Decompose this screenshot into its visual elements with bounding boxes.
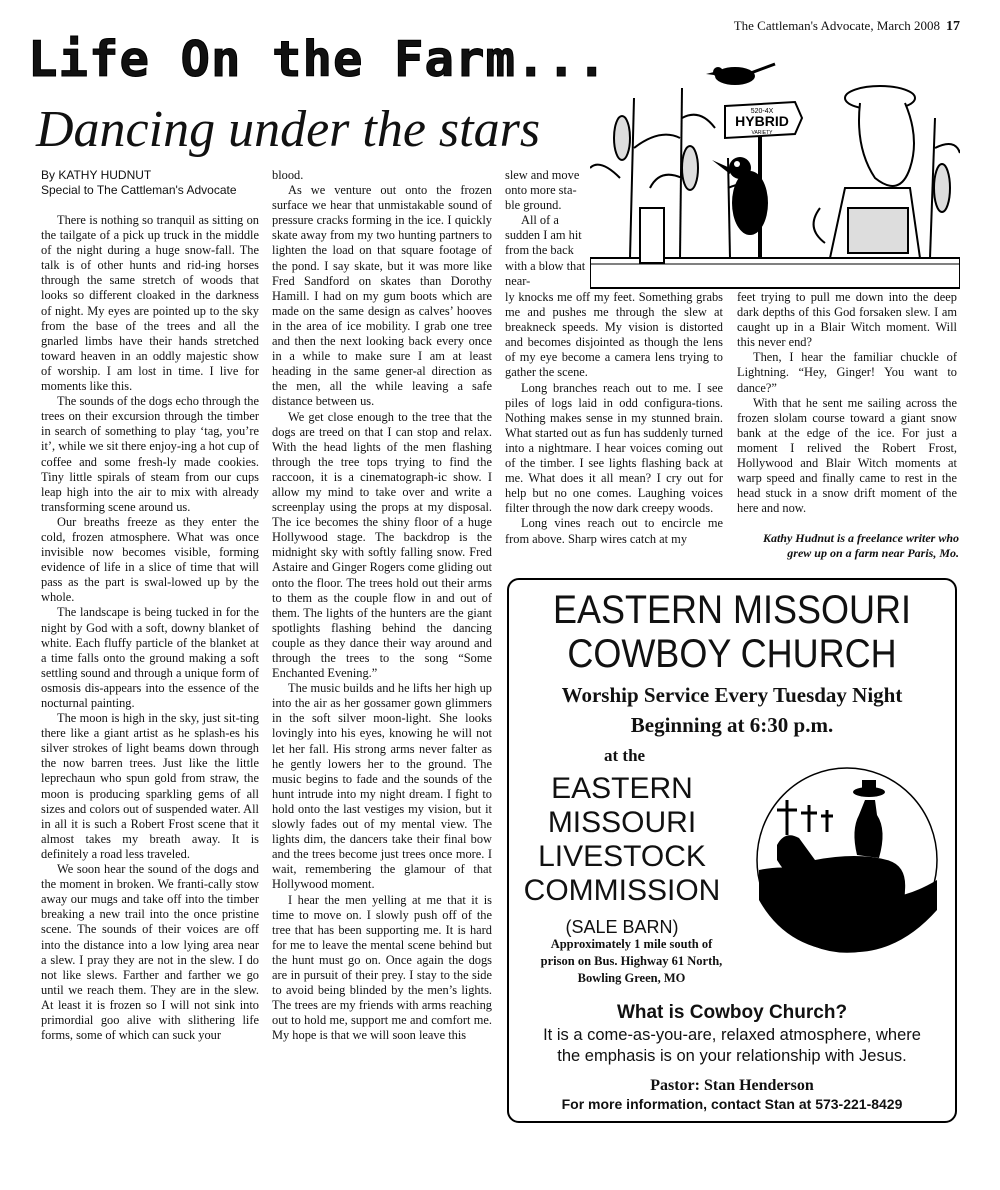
ad-question: What is Cowboy Church? <box>616 1002 848 1023</box>
ad-time: Beginning at 6:30 p.m. <box>630 713 834 737</box>
paragraph: Then, I hear the familiar chuckle of Lightning. “Hey, Ginger! You want to dance?” <box>737 350 957 395</box>
sign-sub: VARIETY <box>751 130 773 136</box>
ad-description-line: the emphasis is on your relationship with Jesus. <box>557 1047 907 1065</box>
ad-address <box>519 936 744 987</box>
ad-venue-line: COMMISSION <box>523 874 721 907</box>
ad-contact: For more information, contact Stan at 573-221-8429 <box>561 1096 903 1112</box>
paragraph: slew and move onto more sta-ble ground. <box>505 168 580 213</box>
article-column-4 <box>737 290 957 520</box>
paragraph: feet trying to pull me down into the deep dark depths of this God forsaken slew. I am caught up in a Blair Witch moment. Will this never end? <box>737 290 957 350</box>
ad-venue-line: LIVESTOCK <box>538 840 706 873</box>
byline-author: By KATHY HUDNUT <box>41 168 152 182</box>
paragraph: The music builds and he lifts her high up into the air as her gossamer gown glimmers in the soft silver moon-light. She looks lovingly into his eyes, knowing he will not let her fall. His strong arms never falter as he gently lowers her to the ground. The music begins to fade and the sounds of the hunt intrude into my night dream. I fight to hold onto the last vestiges my vision, but it slowly fades out of my mental view. The lights dim, the dancers take their final bow and the trees become just trees once more. I wait, remembering the glamour of that Hollywood moment. <box>272 681 492 892</box>
paragraph: ly knocks me off my feet. Something grabs me and pushes me through the slew at breakneck speeds. My vision is distorted and becomes disjointed as though the lens of my eye become a camera lens trying to gather the scene. <box>505 290 723 380</box>
sign-label: HYBRID <box>735 113 789 129</box>
ad-venue-line: MISSOURI <box>547 806 697 839</box>
column-title: Life On the Farm... <box>28 31 608 88</box>
ad-at: at the <box>604 746 646 765</box>
sign-code: 520-4X <box>750 108 774 115</box>
ad-venue-note: (SALE BARN) <box>565 917 679 937</box>
ad-title-line2: COWBOY CHURCH <box>567 632 897 676</box>
page-number: 17 <box>946 19 960 34</box>
paragraph: I hear the men yelling at me that it is time to move on. I slowly push off of the tree that has been supporting me. It is hard for me to leave the mental scene behind but the hunt must go on. Once again the dogs are in pursuit of their prey. I stay to the side to avoid being blinded by the men’s lights. The trees are my friends with arms reaching out to hold me, support me and comfort me. My hope is that we will soon leave this <box>272 892 492 1043</box>
paragraph: Long vines reach out to encircle me from above. Sharp wires catch at my <box>505 516 723 546</box>
publication-line: The Cattleman's Advocate, March 2008 <box>733 18 940 33</box>
ad-address-line: prison on Bus. Highway 61 North, <box>540 954 723 968</box>
byline-affiliation: Special to The Cattleman's Advocate <box>41 183 237 197</box>
article-column-3-top <box>505 168 589 298</box>
paragraph: Long branches reach out to me. I see piles of logs laid in odd configura-tions. Nothing makes sense in my stunned brain. What started out as fun has suddenly turned into a nightmare. I hear voices coming out of the timber. I see lights flashing back at me. What does it all mean? I cry out for help but no one comes. Laughing voices filter through the now dark creepy woods. <box>505 380 723 516</box>
paragraph: The landscape is being tucked in for the night by God with a soft, downy blanket of white. Each fluffy particle of the blanket at a time falls onto the ground making a soft settling sound and through a unique form of osmosis dis-appears into the essence of the nocturnal painting. <box>41 605 259 710</box>
paragraph: There is nothing so tranquil as sitting on the tailgate of a pick up truck in the middle of the night during a huge snow-fall. The talk is of other hunts and rid-ing horses through the same stretch of woods that looks so different cloaked in the darkness of night. My eyes are pointed up to the sky from the base of the trees and all the gnarled limbs have their hands stretched toward heaven in an oddly majestic show of worship. I am lost in time. I live for moments like this. <box>41 213 259 394</box>
crow-icon <box>706 64 775 85</box>
ad-description-line: It is a come-as-you-are, relaxed atmosphere, where <box>543 1026 921 1044</box>
paragraph: We soon hear the sound of the dogs and the moment in broken. We franti-cally stow away our mugs and take off into the timber breaking a new trail into the once pristine scene. The sounds of their voices are off into the distance into a low lying area near a slew. I pray they are not in the slew. I do not like slews. Farther and farther we go until we reach them. They are in the slew. At least it is frozen so I will not sink into primordial goo alive with slithering life forms, some of which can suck your <box>41 862 259 1043</box>
author-bio: Kathy Hudnut is a freelance writer who grew up on a farm near Paris, Mo. <box>762 531 959 560</box>
paragraph: We get close enough to the tree that the dogs are treed on that I can stop and relax. With the head lights of the men flashing through the tree tops trying to find the raccoon, it is a cinematograph-ic show. I allow my mind to take over and write a screenplay using the props at my disposal. The ice becomes the shiny floor of a huge Hollywood stage. The backdrop is the midnight sky with softly falling snow. Fred Astaire and Ginger Rogers come gliding out onto the floor. The trees hold out their arms to them as the couple flow in and out of them. The lights of the hunters are the giant spotlights flashing behind the dancing couple as they dance their way around and through the trees to the song “Some Enchanted Evening.” <box>272 409 492 681</box>
ad-venue-line: EASTERN <box>551 772 693 805</box>
page-header <box>715 18 960 35</box>
paragraph: With that he sent me sailing across the frozen slolam course toward a giant snow bank at the edge of the ice. For just a moment I relived the Robert Frost, Hollywood and Blair Witch moments at warp speed and finally came to rest in the head stuck in a snow drift moment of the here and now. <box>737 395 957 516</box>
article-column-3 <box>505 290 723 560</box>
hybrid-sign <box>725 102 802 258</box>
paragraph: All of a sudden I am hit from the back with a blow that near- <box>505 213 586 288</box>
ad-service: Worship Service Every Tuesday Night <box>561 683 903 707</box>
farm-cartoon-illustration <box>590 58 960 290</box>
fence-post <box>640 208 664 263</box>
paragraph: The moon is high in the sky, just sit-ting there like a giant artist as he splash-es his silver strokes of light beams down through the now barren trees. Just like the little leprechaun who spun gold from straw, the moon is producing sparkling gems of all sizes and colors out of suspended water. All in all it is such a Robert Frost scene that it almost takes my breath away. It is definitely a road less traveled. <box>41 711 259 861</box>
ad-address-line: Bowling Green, MO <box>577 971 686 985</box>
cowboy-church-ad <box>507 578 957 1123</box>
farmer-figure <box>814 86 920 258</box>
article-column-2 <box>272 168 492 1128</box>
ad-address-line: Approximately 1 mile south of <box>550 937 713 951</box>
article-headline: Dancing under the stars <box>36 101 541 158</box>
cowboy-horse-silhouette <box>747 760 947 960</box>
article-column-1 <box>41 213 259 1133</box>
paragraph: blood. <box>272 168 304 182</box>
paragraph: As we venture out onto the frozen surface we hear that unmistakable sound of pressure cracks forming in the ice. I quickly skate away from my two hunting partners to lighten the load on that square footage of the pond. I say skate, but it was more like Fred Sandford on skates than Dorothy Hamill. I had on my gum boots which are made on the same design as calves’ hooves in the area of ice mobility. I grab one tree and then the next looking back every once in a while to make sure I am at least heading in the same gener-al direction as the men, all the while leaving a safe distance between us. <box>272 183 492 409</box>
byline <box>41 168 237 198</box>
ad-title-line1: EASTERN MISSOURI <box>552 588 912 632</box>
paragraph: The sounds of the dogs echo through the trees on their excursion through the timber in search of something to play ‘tag, you’re it’, while we sit there enjoy-ing a hot cup of coffee and some fresh-ly made cookies. Tiny little spirals of steam from our cups leap high into the air to mix with already transforming scene around us. <box>41 394 259 514</box>
ad-pastor: Pastor: Stan Henderson <box>650 1077 814 1094</box>
paragraph: Our breaths freeze as they enter the cold, frozen atmosphere. What was once invisible now becomes visible, forming evidence of life in a slice of time that will pass as the part is swal-lowed up by the whole. <box>41 514 259 605</box>
